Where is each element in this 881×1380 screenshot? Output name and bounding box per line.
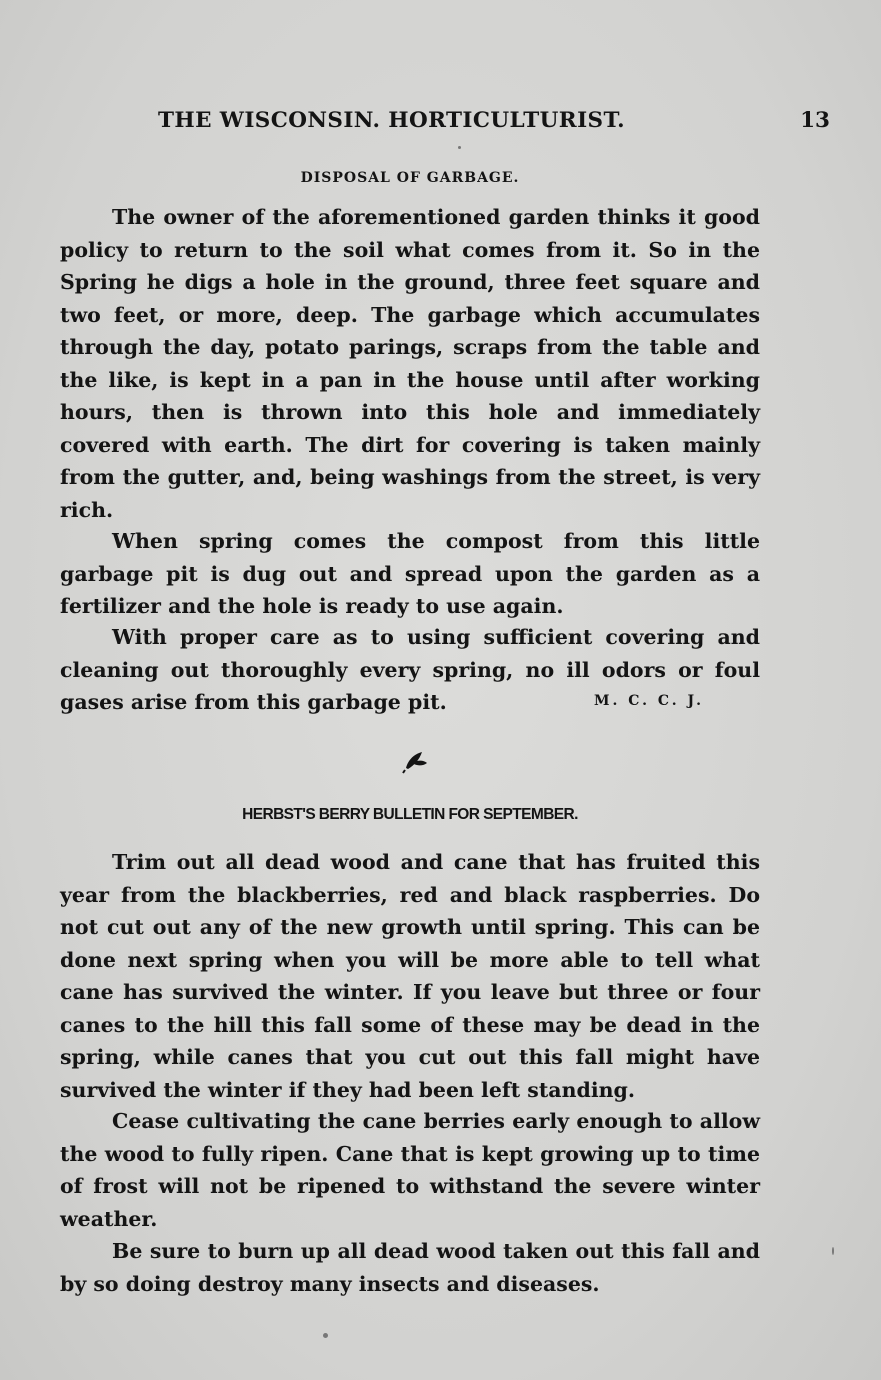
paragraph: The owner of the aforementioned garden thinks it good policy to return to the soil what comes from it. So in the Spring he digs a hole in the ground, three feet square and two feet, or more, deep. The garbage which accumulates through the day, potato parings, scraps from the table and the like, is kept in a pan in the house until after working hours, then is thrown into this hole and immediately covered with earth. The dirt for covering is taken mainly from the gutter, and, being washings from the street, is very rich. bbox=[60, 205, 760, 522]
scan-speck bbox=[832, 1247, 834, 1255]
author-initials: M. C. C. J. bbox=[594, 693, 704, 709]
scan-speck bbox=[458, 146, 461, 149]
leaf-ornament-icon bbox=[400, 748, 430, 774]
paragraph: When spring comes the compost from this little garbage pit is dug out and spread upon the garden as a fertilizer and the hole is ready to use again. bbox=[60, 529, 760, 618]
running-head bbox=[60, 108, 830, 142]
journal-title: THE WISCONSIN. HORTICULTURIST. bbox=[158, 108, 625, 133]
paragraph: With proper care as to using sufficient covering and cleaning out thoroughly every spring, no ill odors or foul gases arise from this garbage pit. bbox=[60, 625, 760, 714]
paragraph: Trim out all dead wood and cane that has fruited this year from the blackberries, red and black raspberries. Do not cut out any of the new growth until spring. This can be done next spring when you will be more able to tell what cane has survived the winter. If you leave but three or four canes to the hill this fall some of these may be dead in the spring, while canes that you cut out this fall might have survived the winter if they had been left standing. bbox=[60, 850, 760, 1102]
article-heading-garbage: DISPOSAL OF GARBAGE. bbox=[300, 170, 520, 186]
page-number: 13 bbox=[800, 108, 830, 133]
paragraph: Cease cultivating the cane berries early enough to allow the wood to fully ripen. Cane that is kept growing up to time of frost will not be ripened to withstand the severe winter weather. bbox=[60, 1109, 760, 1231]
paragraph: Be sure to burn up all dead wood taken out this fall and by so doing destroy many insects and diseases. bbox=[60, 1239, 760, 1296]
scan-speck bbox=[323, 1333, 328, 1338]
article-heading-berry-bulletin: HERBST'S BERRY BULLETIN FOR SEPTEMBER. bbox=[242, 806, 578, 823]
